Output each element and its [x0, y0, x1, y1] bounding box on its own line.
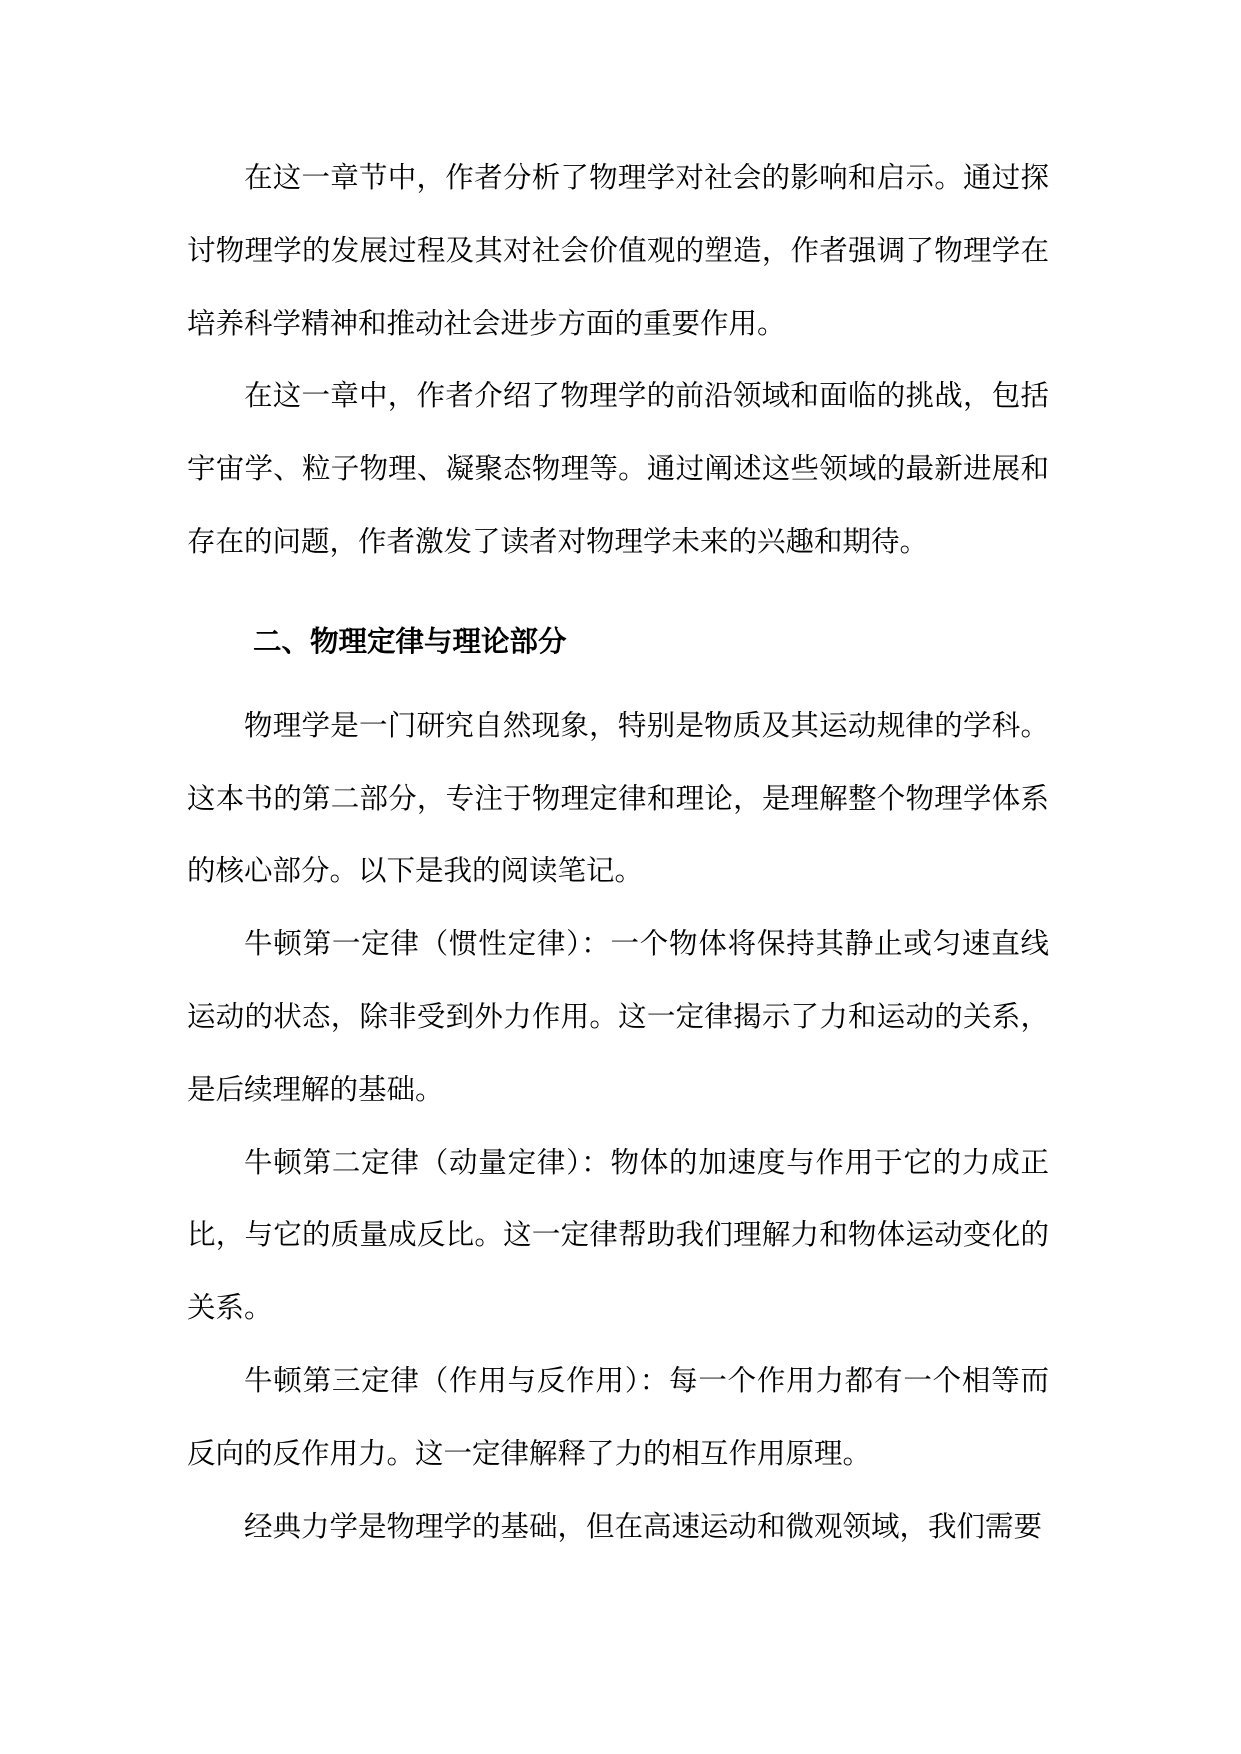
paragraph-newton-second-law: 牛顿第二定律（动量定律）：物体的加速度与作用于它的力成正比，与它的质量成反比。这一定律帮助我们理解力和物体运动变化的关系。 — [187, 1145, 1049, 1325]
section-heading: 二、物理定律与理论部分 — [253, 624, 567, 658]
paragraph-physics-frontier: 在这一章中，作者介绍了物理学的前沿领域和面临的挑战，包括宇宙学、粒子物理、凝聚态物理等。通过阐述这些领域的最新进展和存在的问题，作者激发了读者对物理学未来的兴趣和期待。 — [187, 379, 1049, 558]
paragraph-classical-mechanics: 经典力学是物理学的基础，但在高速运动和微观领域，我们需要 — [244, 1509, 1043, 1543]
paragraph-newton-third-law: 牛顿第三定律（作用与反作用）：每一个作用力都有一个相等而反向的反作用力。这一定律解释了力的相互作用原理。 — [187, 1363, 1049, 1470]
paragraph-part-two-intro: 物理学是一门研究自然现象，特别是物质及其运动规律的学科。这本书的第二部分，专注于物理定律和理论，是理解整个物理学体系的核心部分。以下是我的阅读笔记。 — [187, 708, 1049, 888]
paragraph-newton-first-law: 牛顿第一定律（惯性定律）：一个物体将保持其静止或匀速直线运动的状态，除非受到外力作用。这一定律揭示了力和运动的关系，是后续理解的基础。 — [187, 927, 1049, 1106]
page-body — [187, 142, 1049, 1563]
paragraph-physics-society-impact: 在这一章节中，作者分析了物理学对社会的影响和启示。通过探讨物理学的发展过程及其对社会价值观的塑造，作者强调了物理学在培养科学精神和推动社会进步方面的重要作用。 — [187, 161, 1049, 340]
